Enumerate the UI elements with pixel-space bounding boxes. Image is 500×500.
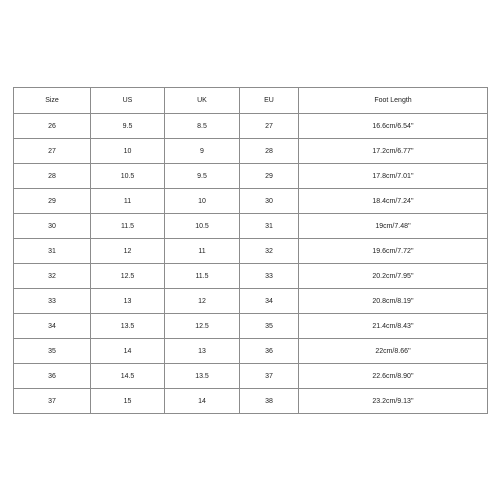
cell-uk: 12 (165, 289, 240, 314)
cell-uk: 14 (165, 389, 240, 414)
table-row (14, 164, 488, 189)
table-row (14, 264, 488, 289)
header-uk: UK (165, 88, 240, 114)
table-row (14, 114, 488, 139)
cell-foot-length: 17.2cm/6.77'' (299, 139, 488, 164)
cell-size: 30 (14, 214, 91, 239)
table-row (14, 364, 488, 389)
header-size: Size (14, 88, 91, 114)
header-eu: EU (240, 88, 299, 114)
cell-us: 12 (91, 239, 165, 264)
cell-us: 10.5 (91, 164, 165, 189)
size-chart-table (13, 87, 488, 414)
cell-uk: 11 (165, 239, 240, 264)
cell-us: 14.5 (91, 364, 165, 389)
cell-us: 13 (91, 289, 165, 314)
table-row (14, 339, 488, 364)
cell-eu: 30 (240, 189, 299, 214)
cell-us: 11.5 (91, 214, 165, 239)
cell-size: 31 (14, 239, 91, 264)
cell-size: 35 (14, 339, 91, 364)
cell-foot-length: 20.2cm/7.95'' (299, 264, 488, 289)
cell-uk: 13.5 (165, 364, 240, 389)
cell-uk: 10.5 (165, 214, 240, 239)
cell-eu: 29 (240, 164, 299, 189)
table-row (14, 139, 488, 164)
table-row (14, 389, 488, 414)
header-us: US (91, 88, 165, 114)
cell-us: 11 (91, 189, 165, 214)
cell-eu: 35 (240, 314, 299, 339)
cell-size: 27 (14, 139, 91, 164)
cell-foot-length: 23.2cm/9.13'' (299, 389, 488, 414)
table-row (14, 239, 488, 264)
cell-foot-length: 16.6cm/6.54'' (299, 114, 488, 139)
header-foot-length: Foot Length (299, 88, 488, 114)
cell-foot-length: 18.4cm/7.24'' (299, 189, 488, 214)
cell-us: 15 (91, 389, 165, 414)
cell-uk: 13 (165, 339, 240, 364)
table-header-row (14, 88, 488, 114)
cell-eu: 36 (240, 339, 299, 364)
cell-size: 36 (14, 364, 91, 389)
cell-size: 33 (14, 289, 91, 314)
cell-eu: 33 (240, 264, 299, 289)
table-row (14, 289, 488, 314)
cell-uk: 11.5 (165, 264, 240, 289)
table-row (14, 189, 488, 214)
cell-uk: 8.5 (165, 114, 240, 139)
cell-eu: 38 (240, 389, 299, 414)
cell-foot-length: 19.6cm/7.72'' (299, 239, 488, 264)
cell-foot-length: 21.4cm/8.43'' (299, 314, 488, 339)
cell-eu: 37 (240, 364, 299, 389)
cell-foot-length: 17.8cm/7.01'' (299, 164, 488, 189)
cell-foot-length: 22.6cm/8.90'' (299, 364, 488, 389)
cell-eu: 32 (240, 239, 299, 264)
cell-foot-length: 20.8cm/8.19'' (299, 289, 488, 314)
cell-us: 9.5 (91, 114, 165, 139)
cell-size: 37 (14, 389, 91, 414)
cell-foot-length: 22cm/8.66'' (299, 339, 488, 364)
cell-us: 12.5 (91, 264, 165, 289)
cell-size: 32 (14, 264, 91, 289)
cell-us: 14 (91, 339, 165, 364)
cell-uk: 9 (165, 139, 240, 164)
table-row (14, 314, 488, 339)
cell-size: 34 (14, 314, 91, 339)
cell-uk: 10 (165, 189, 240, 214)
cell-eu: 27 (240, 114, 299, 139)
cell-size: 28 (14, 164, 91, 189)
cell-eu: 28 (240, 139, 299, 164)
cell-eu: 31 (240, 214, 299, 239)
cell-us: 10 (91, 139, 165, 164)
cell-size: 29 (14, 189, 91, 214)
cell-uk: 9.5 (165, 164, 240, 189)
table-row (14, 214, 488, 239)
cell-size: 26 (14, 114, 91, 139)
cell-uk: 12.5 (165, 314, 240, 339)
cell-us: 13.5 (91, 314, 165, 339)
cell-foot-length: 19cm/7.48'' (299, 214, 488, 239)
cell-eu: 34 (240, 289, 299, 314)
